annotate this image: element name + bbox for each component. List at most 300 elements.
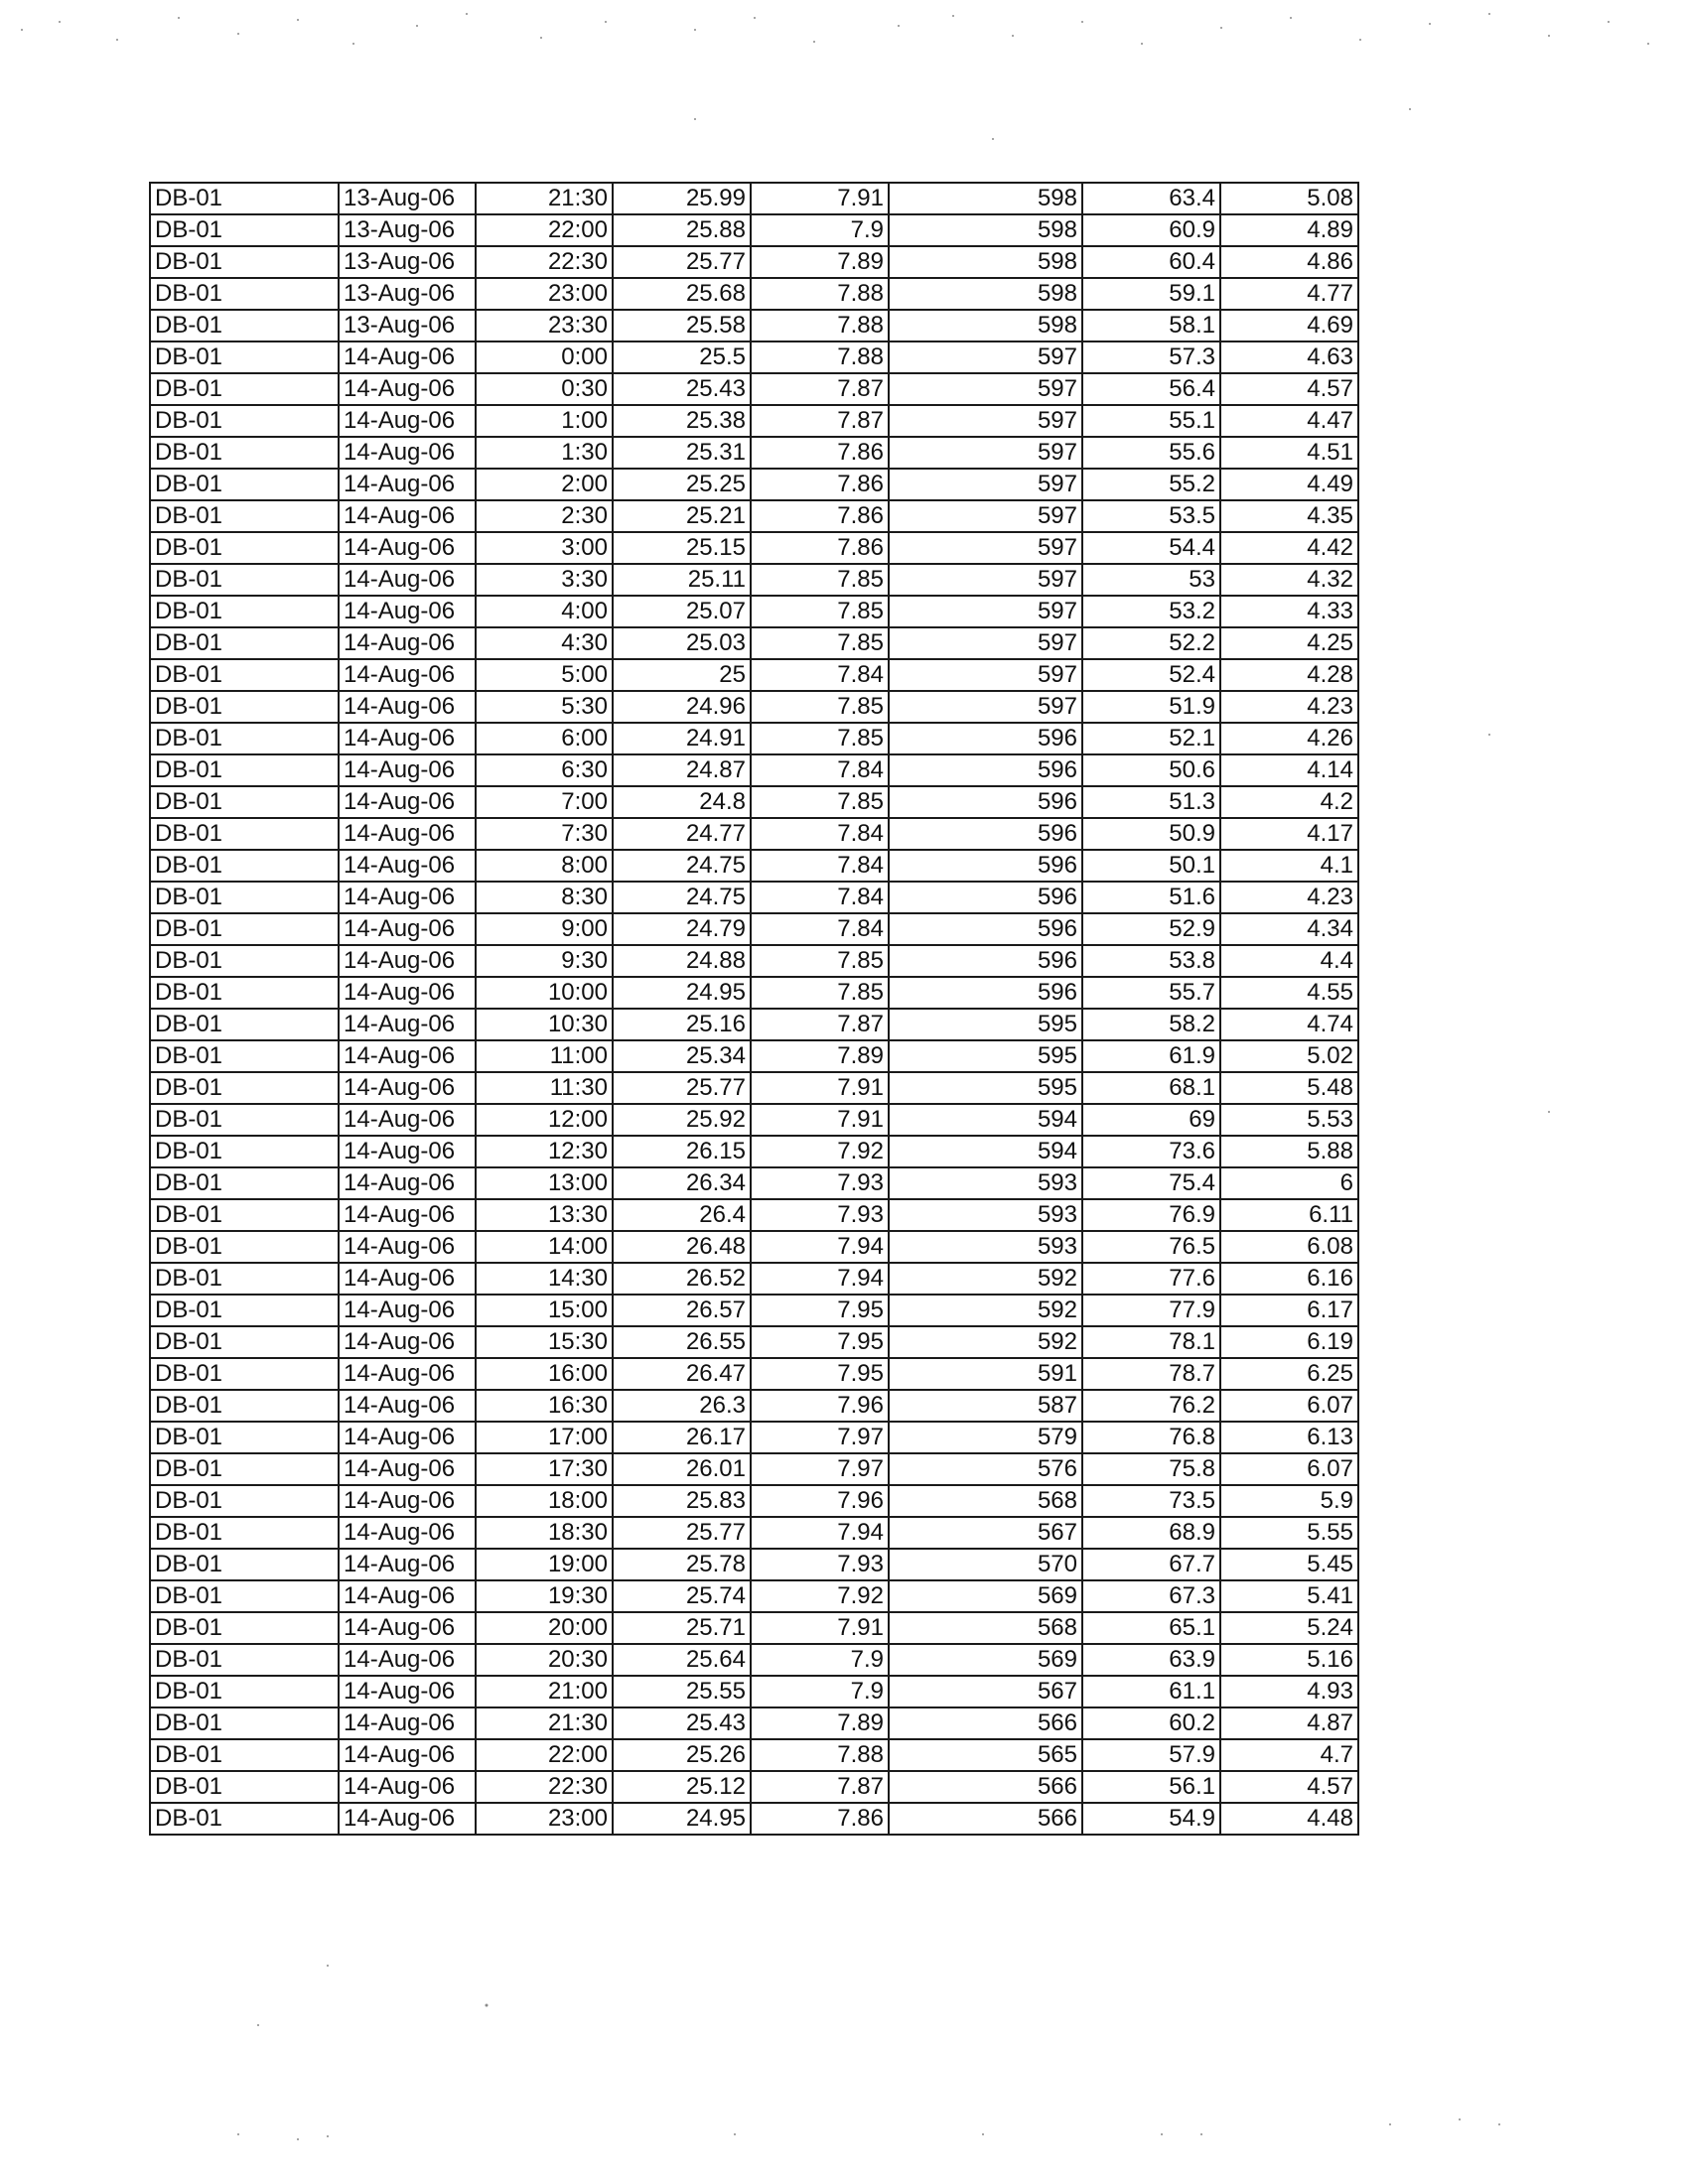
conductivity-cell: 597 xyxy=(889,469,1082,500)
station-id-cell: DB-01 xyxy=(150,1231,339,1263)
station-id-cell: DB-01 xyxy=(150,373,339,405)
date-cell: 14-Aug-06 xyxy=(339,437,476,469)
time-cell: 3:00 xyxy=(476,532,613,564)
do-mgl-cell: 4.42 xyxy=(1220,532,1358,564)
date-cell: 14-Aug-06 xyxy=(339,596,476,627)
do-percent-cell: 56.1 xyxy=(1082,1771,1220,1803)
date-cell: 14-Aug-06 xyxy=(339,977,476,1009)
table-row xyxy=(150,1517,1358,1549)
date-cell: 14-Aug-06 xyxy=(339,691,476,723)
measurement-table xyxy=(149,182,1359,1836)
conductivity-cell: 597 xyxy=(889,596,1082,627)
do-mgl-cell: 4.32 xyxy=(1220,564,1358,596)
ph-cell: 7.87 xyxy=(751,1009,889,1040)
temperature-cell: 25.15 xyxy=(613,532,751,564)
temperature-cell: 25.77 xyxy=(613,1517,751,1549)
station-id-cell: DB-01 xyxy=(150,437,339,469)
conductivity-cell: 597 xyxy=(889,532,1082,564)
time-cell: 21:00 xyxy=(476,1676,613,1707)
conductivity-cell: 596 xyxy=(889,818,1082,850)
conductivity-cell: 596 xyxy=(889,945,1082,977)
temperature-cell: 25.74 xyxy=(613,1580,751,1612)
conductivity-cell: 598 xyxy=(889,246,1082,278)
conductivity-cell: 567 xyxy=(889,1517,1082,1549)
station-id-cell: DB-01 xyxy=(150,246,339,278)
do-percent-cell: 76.2 xyxy=(1082,1390,1220,1422)
do-percent-cell: 68.1 xyxy=(1082,1072,1220,1104)
conductivity-cell: 576 xyxy=(889,1453,1082,1485)
do-percent-cell: 76.9 xyxy=(1082,1199,1220,1231)
do-mgl-cell: 4.48 xyxy=(1220,1803,1358,1835)
date-cell: 14-Aug-06 xyxy=(339,1517,476,1549)
ph-cell: 7.88 xyxy=(751,341,889,373)
do-percent-cell: 78.7 xyxy=(1082,1358,1220,1390)
table-row xyxy=(150,659,1358,691)
time-cell: 7:00 xyxy=(476,786,613,818)
do-mgl-cell: 5.55 xyxy=(1220,1517,1358,1549)
date-cell: 13-Aug-06 xyxy=(339,310,476,341)
station-id-cell: DB-01 xyxy=(150,596,339,627)
time-cell: 21:30 xyxy=(476,183,613,214)
temperature-cell: 26.47 xyxy=(613,1358,751,1390)
table-row xyxy=(150,691,1358,723)
time-cell: 5:00 xyxy=(476,659,613,691)
conductivity-cell: 596 xyxy=(889,754,1082,786)
time-cell: 3:30 xyxy=(476,564,613,596)
table-row xyxy=(150,1199,1358,1231)
ph-cell: 7.96 xyxy=(751,1390,889,1422)
do-percent-cell: 59.1 xyxy=(1082,278,1220,310)
date-cell: 14-Aug-06 xyxy=(339,627,476,659)
temperature-cell: 24.87 xyxy=(613,754,751,786)
ph-cell: 7.94 xyxy=(751,1231,889,1263)
time-cell: 9:30 xyxy=(476,945,613,977)
temperature-cell: 25.58 xyxy=(613,310,751,341)
do-percent-cell: 73.6 xyxy=(1082,1136,1220,1167)
do-percent-cell: 63.9 xyxy=(1082,1644,1220,1676)
date-cell: 14-Aug-06 xyxy=(339,1295,476,1326)
conductivity-cell: 592 xyxy=(889,1326,1082,1358)
conductivity-cell: 591 xyxy=(889,1358,1082,1390)
do-mgl-cell: 4.87 xyxy=(1220,1707,1358,1739)
time-cell: 8:30 xyxy=(476,882,613,913)
conductivity-cell: 593 xyxy=(889,1167,1082,1199)
table-row xyxy=(150,1263,1358,1295)
station-id-cell: DB-01 xyxy=(150,564,339,596)
station-id-cell: DB-01 xyxy=(150,532,339,564)
station-id-cell: DB-01 xyxy=(150,1326,339,1358)
do-mgl-cell: 5.02 xyxy=(1220,1040,1358,1072)
ph-cell: 7.88 xyxy=(751,278,889,310)
station-id-cell: DB-01 xyxy=(150,1295,339,1326)
table-row xyxy=(150,1771,1358,1803)
table-row xyxy=(150,1803,1358,1835)
temperature-cell: 25.12 xyxy=(613,1771,751,1803)
do-mgl-cell: 4.57 xyxy=(1220,373,1358,405)
time-cell: 9:00 xyxy=(476,913,613,945)
table-row xyxy=(150,437,1358,469)
ph-cell: 7.93 xyxy=(751,1167,889,1199)
station-id-cell: DB-01 xyxy=(150,659,339,691)
time-cell: 10:00 xyxy=(476,977,613,1009)
conductivity-cell: 587 xyxy=(889,1390,1082,1422)
table-row xyxy=(150,723,1358,754)
date-cell: 14-Aug-06 xyxy=(339,469,476,500)
temperature-cell: 25.16 xyxy=(613,1009,751,1040)
do-mgl-cell: 4.57 xyxy=(1220,1771,1358,1803)
do-mgl-cell: 6.07 xyxy=(1220,1390,1358,1422)
table-row xyxy=(150,754,1358,786)
do-percent-cell: 53.2 xyxy=(1082,596,1220,627)
ph-cell: 7.84 xyxy=(751,850,889,882)
temperature-cell: 25 xyxy=(613,659,751,691)
ph-cell: 7.84 xyxy=(751,882,889,913)
station-id-cell: DB-01 xyxy=(150,1517,339,1549)
station-id-cell: DB-01 xyxy=(150,1485,339,1517)
time-cell: 0:00 xyxy=(476,341,613,373)
ph-cell: 7.94 xyxy=(751,1517,889,1549)
do-mgl-cell: 4.14 xyxy=(1220,754,1358,786)
station-id-cell: DB-01 xyxy=(150,913,339,945)
ph-cell: 7.9 xyxy=(751,1644,889,1676)
conductivity-cell: 566 xyxy=(889,1707,1082,1739)
station-id-cell: DB-01 xyxy=(150,500,339,532)
station-id-cell: DB-01 xyxy=(150,310,339,341)
time-cell: 11:30 xyxy=(476,1072,613,1104)
do-mgl-cell: 5.45 xyxy=(1220,1549,1358,1580)
do-mgl-cell: 4.1 xyxy=(1220,850,1358,882)
table-row xyxy=(150,1580,1358,1612)
do-percent-cell: 76.5 xyxy=(1082,1231,1220,1263)
do-percent-cell: 61.9 xyxy=(1082,1040,1220,1072)
temperature-cell: 25.92 xyxy=(613,1104,751,1136)
date-cell: 14-Aug-06 xyxy=(339,1676,476,1707)
conductivity-cell: 595 xyxy=(889,1040,1082,1072)
table-row xyxy=(150,405,1358,437)
ph-cell: 7.94 xyxy=(751,1263,889,1295)
time-cell: 22:30 xyxy=(476,1771,613,1803)
ph-cell: 7.91 xyxy=(751,1612,889,1644)
station-id-cell: DB-01 xyxy=(150,1040,339,1072)
time-cell: 18:30 xyxy=(476,1517,613,1549)
do-percent-cell: 77.6 xyxy=(1082,1263,1220,1295)
do-mgl-cell: 4.34 xyxy=(1220,913,1358,945)
do-mgl-cell: 4.26 xyxy=(1220,723,1358,754)
temperature-cell: 25.43 xyxy=(613,1707,751,1739)
temperature-cell: 25.31 xyxy=(613,437,751,469)
ph-cell: 7.84 xyxy=(751,818,889,850)
conductivity-cell: 566 xyxy=(889,1771,1082,1803)
do-mgl-cell: 4.63 xyxy=(1220,341,1358,373)
table-row xyxy=(150,564,1358,596)
ph-cell: 7.89 xyxy=(751,1707,889,1739)
date-cell: 14-Aug-06 xyxy=(339,1072,476,1104)
time-cell: 23:00 xyxy=(476,1803,613,1835)
temperature-cell: 25.26 xyxy=(613,1739,751,1771)
do-mgl-cell: 6.08 xyxy=(1220,1231,1358,1263)
time-cell: 12:00 xyxy=(476,1104,613,1136)
table-row xyxy=(150,1453,1358,1485)
do-percent-cell: 52.9 xyxy=(1082,913,1220,945)
ph-cell: 7.97 xyxy=(751,1422,889,1453)
time-cell: 10:30 xyxy=(476,1009,613,1040)
conductivity-cell: 596 xyxy=(889,723,1082,754)
do-mgl-cell: 4.33 xyxy=(1220,596,1358,627)
do-mgl-cell: 5.24 xyxy=(1220,1612,1358,1644)
table-row xyxy=(150,1295,1358,1326)
do-percent-cell: 50.6 xyxy=(1082,754,1220,786)
time-cell: 18:00 xyxy=(476,1485,613,1517)
temperature-cell: 26.48 xyxy=(613,1231,751,1263)
ph-cell: 7.95 xyxy=(751,1358,889,1390)
date-cell: 14-Aug-06 xyxy=(339,723,476,754)
do-mgl-cell: 4.89 xyxy=(1220,214,1358,246)
ph-cell: 7.87 xyxy=(751,1771,889,1803)
do-percent-cell: 57.3 xyxy=(1082,341,1220,373)
do-percent-cell: 52.1 xyxy=(1082,723,1220,754)
date-cell: 14-Aug-06 xyxy=(339,1390,476,1422)
conductivity-cell: 596 xyxy=(889,913,1082,945)
conductivity-cell: 570 xyxy=(889,1549,1082,1580)
time-cell: 17:00 xyxy=(476,1422,613,1453)
time-cell: 21:30 xyxy=(476,1707,613,1739)
time-cell: 1:00 xyxy=(476,405,613,437)
ph-cell: 7.86 xyxy=(751,1803,889,1835)
time-cell: 20:30 xyxy=(476,1644,613,1676)
time-cell: 8:00 xyxy=(476,850,613,882)
conductivity-cell: 596 xyxy=(889,850,1082,882)
temperature-cell: 26.15 xyxy=(613,1136,751,1167)
temperature-cell: 25.21 xyxy=(613,500,751,532)
do-percent-cell: 53 xyxy=(1082,564,1220,596)
date-cell: 14-Aug-06 xyxy=(339,1580,476,1612)
do-mgl-cell: 6 xyxy=(1220,1167,1358,1199)
conductivity-cell: 596 xyxy=(889,786,1082,818)
do-mgl-cell: 5.08 xyxy=(1220,183,1358,214)
temperature-cell: 25.38 xyxy=(613,405,751,437)
station-id-cell: DB-01 xyxy=(150,627,339,659)
conductivity-cell: 596 xyxy=(889,977,1082,1009)
table-row xyxy=(150,1549,1358,1580)
conductivity-cell: 579 xyxy=(889,1422,1082,1453)
ph-cell: 7.9 xyxy=(751,214,889,246)
temperature-cell: 26.3 xyxy=(613,1390,751,1422)
station-id-cell: DB-01 xyxy=(150,1104,339,1136)
conductivity-cell: 597 xyxy=(889,341,1082,373)
do-mgl-cell: 4.7 xyxy=(1220,1739,1358,1771)
time-cell: 5:30 xyxy=(476,691,613,723)
table-row xyxy=(150,1167,1358,1199)
time-cell: 19:00 xyxy=(476,1549,613,1580)
temperature-cell: 25.88 xyxy=(613,214,751,246)
time-cell: 16:30 xyxy=(476,1390,613,1422)
table-row xyxy=(150,1390,1358,1422)
temperature-cell: 25.11 xyxy=(613,564,751,596)
station-id-cell: DB-01 xyxy=(150,1739,339,1771)
do-percent-cell: 55.7 xyxy=(1082,977,1220,1009)
time-cell: 17:30 xyxy=(476,1453,613,1485)
time-cell: 2:30 xyxy=(476,500,613,532)
ph-cell: 7.84 xyxy=(751,754,889,786)
date-cell: 14-Aug-06 xyxy=(339,1263,476,1295)
table-row xyxy=(150,627,1358,659)
ph-cell: 7.86 xyxy=(751,500,889,532)
do-mgl-cell: 5.48 xyxy=(1220,1072,1358,1104)
table-row xyxy=(150,1009,1358,1040)
date-cell: 14-Aug-06 xyxy=(339,1358,476,1390)
date-cell: 14-Aug-06 xyxy=(339,945,476,977)
date-cell: 14-Aug-06 xyxy=(339,1771,476,1803)
ph-cell: 7.96 xyxy=(751,1485,889,1517)
table-row xyxy=(150,850,1358,882)
conductivity-cell: 594 xyxy=(889,1104,1082,1136)
table-row xyxy=(150,913,1358,945)
do-mgl-cell: 4.23 xyxy=(1220,691,1358,723)
do-mgl-cell: 6.16 xyxy=(1220,1263,1358,1295)
table-row xyxy=(150,1326,1358,1358)
do-mgl-cell: 6.19 xyxy=(1220,1326,1358,1358)
station-id-cell: DB-01 xyxy=(150,1390,339,1422)
conductivity-cell: 592 xyxy=(889,1263,1082,1295)
table-row xyxy=(150,1422,1358,1453)
station-id-cell: DB-01 xyxy=(150,214,339,246)
station-id-cell: DB-01 xyxy=(150,1676,339,1707)
do-percent-cell: 60.2 xyxy=(1082,1707,1220,1739)
do-percent-cell: 53.5 xyxy=(1082,500,1220,532)
date-cell: 14-Aug-06 xyxy=(339,1707,476,1739)
ph-cell: 7.91 xyxy=(751,183,889,214)
do-percent-cell: 52.4 xyxy=(1082,659,1220,691)
ph-cell: 7.9 xyxy=(751,1676,889,1707)
temperature-cell: 25.83 xyxy=(613,1485,751,1517)
station-id-cell: DB-01 xyxy=(150,469,339,500)
do-percent-cell: 54.9 xyxy=(1082,1803,1220,1835)
temperature-cell: 25.71 xyxy=(613,1612,751,1644)
time-cell: 6:00 xyxy=(476,723,613,754)
table-row xyxy=(150,1707,1358,1739)
ph-cell: 7.85 xyxy=(751,564,889,596)
temperature-cell: 24.88 xyxy=(613,945,751,977)
station-id-cell: DB-01 xyxy=(150,1771,339,1803)
do-percent-cell: 65.1 xyxy=(1082,1612,1220,1644)
do-percent-cell: 63.4 xyxy=(1082,183,1220,214)
temperature-cell: 24.96 xyxy=(613,691,751,723)
table-row xyxy=(150,1644,1358,1676)
temperature-cell: 25.99 xyxy=(613,183,751,214)
temperature-cell: 25.03 xyxy=(613,627,751,659)
conductivity-cell: 595 xyxy=(889,1072,1082,1104)
ph-cell: 7.92 xyxy=(751,1580,889,1612)
conductivity-cell: 598 xyxy=(889,214,1082,246)
station-id-cell: DB-01 xyxy=(150,945,339,977)
ph-cell: 7.84 xyxy=(751,913,889,945)
station-id-cell: DB-01 xyxy=(150,1167,339,1199)
temperature-cell: 26.52 xyxy=(613,1263,751,1295)
do-mgl-cell: 5.53 xyxy=(1220,1104,1358,1136)
conductivity-cell: 598 xyxy=(889,310,1082,341)
temperature-cell: 24.75 xyxy=(613,850,751,882)
ph-cell: 7.89 xyxy=(751,1040,889,1072)
time-cell: 1:30 xyxy=(476,437,613,469)
temperature-cell: 24.91 xyxy=(613,723,751,754)
do-mgl-cell: 4.74 xyxy=(1220,1009,1358,1040)
station-id-cell: DB-01 xyxy=(150,1199,339,1231)
temperature-cell: 25.5 xyxy=(613,341,751,373)
table-row xyxy=(150,1136,1358,1167)
temperature-cell: 25.07 xyxy=(613,596,751,627)
date-cell: 14-Aug-06 xyxy=(339,1739,476,1771)
time-cell: 16:00 xyxy=(476,1358,613,1390)
date-cell: 14-Aug-06 xyxy=(339,1326,476,1358)
do-percent-cell: 76.8 xyxy=(1082,1422,1220,1453)
station-id-cell: DB-01 xyxy=(150,1803,339,1835)
do-percent-cell: 51.9 xyxy=(1082,691,1220,723)
conductivity-cell: 597 xyxy=(889,659,1082,691)
ph-cell: 7.87 xyxy=(751,373,889,405)
temperature-cell: 25.64 xyxy=(613,1644,751,1676)
do-mgl-cell: 4.47 xyxy=(1220,405,1358,437)
temperature-cell: 26.34 xyxy=(613,1167,751,1199)
do-percent-cell: 60.9 xyxy=(1082,214,1220,246)
time-cell: 22:00 xyxy=(476,1739,613,1771)
temperature-cell: 26.17 xyxy=(613,1422,751,1453)
station-id-cell: DB-01 xyxy=(150,818,339,850)
do-mgl-cell: 4.17 xyxy=(1220,818,1358,850)
station-id-cell: DB-01 xyxy=(150,405,339,437)
do-mgl-cell: 4.35 xyxy=(1220,500,1358,532)
conductivity-cell: 597 xyxy=(889,564,1082,596)
temperature-cell: 24.95 xyxy=(613,1803,751,1835)
station-id-cell: DB-01 xyxy=(150,977,339,1009)
do-percent-cell: 54.4 xyxy=(1082,532,1220,564)
station-id-cell: DB-01 xyxy=(150,1549,339,1580)
do-mgl-cell: 4.77 xyxy=(1220,278,1358,310)
table-row xyxy=(150,977,1358,1009)
date-cell: 14-Aug-06 xyxy=(339,1803,476,1835)
date-cell: 14-Aug-06 xyxy=(339,500,476,532)
station-id-cell: DB-01 xyxy=(150,691,339,723)
conductivity-cell: 597 xyxy=(889,500,1082,532)
date-cell: 14-Aug-06 xyxy=(339,1422,476,1453)
date-cell: 14-Aug-06 xyxy=(339,786,476,818)
time-cell: 23:30 xyxy=(476,310,613,341)
time-cell: 6:30 xyxy=(476,754,613,786)
temperature-cell: 25.25 xyxy=(613,469,751,500)
do-mgl-cell: 6.11 xyxy=(1220,1199,1358,1231)
conductivity-cell: 593 xyxy=(889,1231,1082,1263)
do-percent-cell: 50.1 xyxy=(1082,850,1220,882)
station-id-cell: DB-01 xyxy=(150,882,339,913)
temperature-cell: 26.01 xyxy=(613,1453,751,1485)
date-cell: 14-Aug-06 xyxy=(339,754,476,786)
time-cell: 15:30 xyxy=(476,1326,613,1358)
station-id-cell: DB-01 xyxy=(150,1707,339,1739)
station-id-cell: DB-01 xyxy=(150,723,339,754)
station-id-cell: DB-01 xyxy=(150,754,339,786)
do-percent-cell: 57.9 xyxy=(1082,1739,1220,1771)
date-cell: 14-Aug-06 xyxy=(339,1199,476,1231)
do-percent-cell: 61.1 xyxy=(1082,1676,1220,1707)
table-row xyxy=(150,1739,1358,1771)
do-mgl-cell: 5.88 xyxy=(1220,1136,1358,1167)
station-id-cell: DB-01 xyxy=(150,1358,339,1390)
ph-cell: 7.93 xyxy=(751,1549,889,1580)
do-mgl-cell: 4.51 xyxy=(1220,437,1358,469)
temperature-cell: 25.34 xyxy=(613,1040,751,1072)
temperature-cell: 26.4 xyxy=(613,1199,751,1231)
temperature-cell: 25.77 xyxy=(613,246,751,278)
date-cell: 14-Aug-06 xyxy=(339,850,476,882)
